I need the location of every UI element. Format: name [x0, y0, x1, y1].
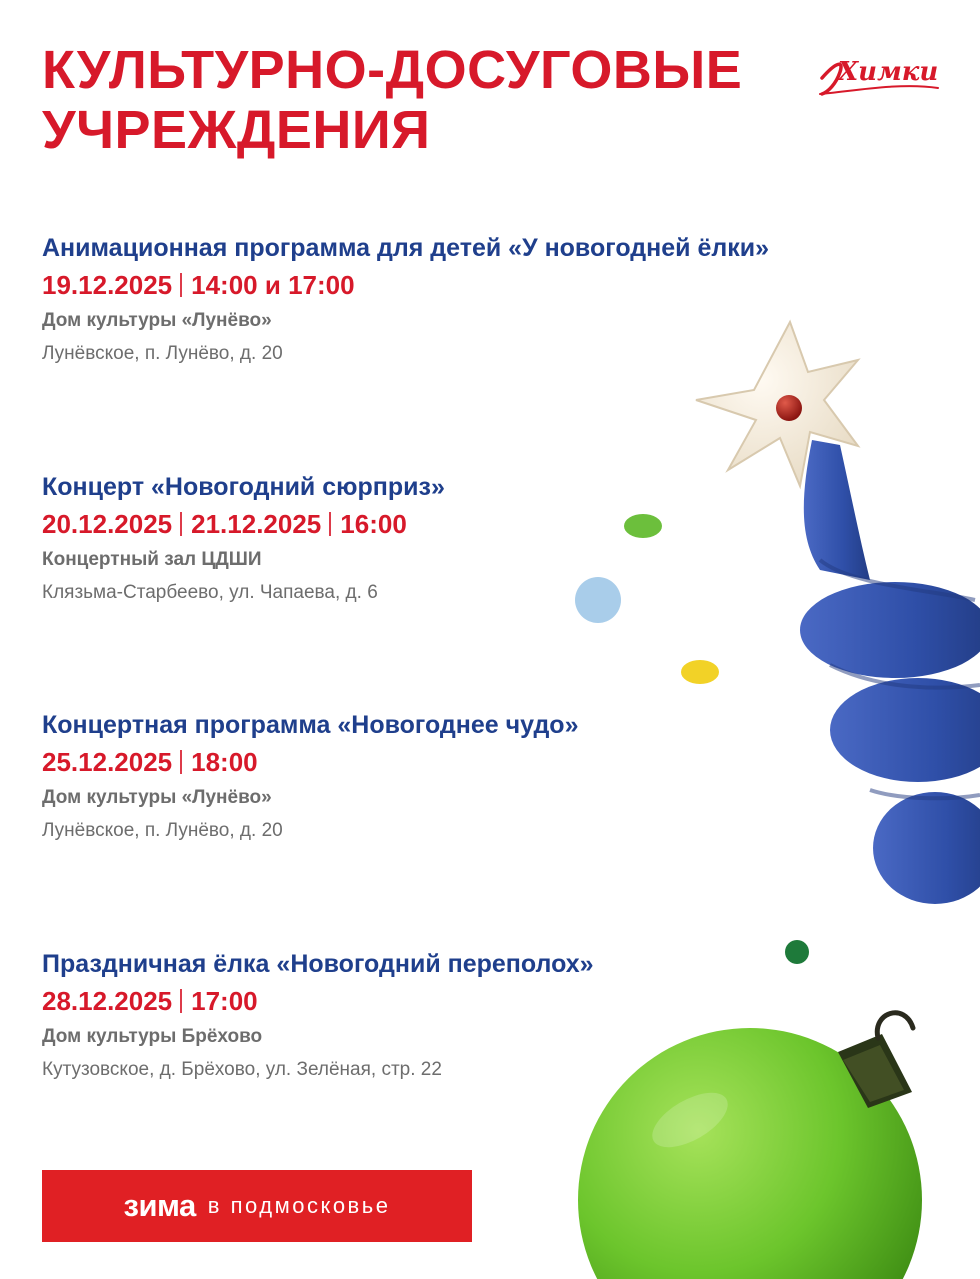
event-address: Лунёвское, п. Лунёво, д. 20: [42, 820, 283, 841]
page-title: [42, 40, 742, 160]
event-datetime: [42, 984, 594, 1018]
event-datetime: [42, 268, 769, 302]
knitted-tree-icon: [800, 440, 980, 904]
event-title: Праздничная ёлка «Новогодний переполох»: [42, 950, 594, 978]
divider: [180, 512, 182, 536]
event-time: 18:00: [191, 747, 258, 777]
event-3: [42, 709, 579, 844]
event-datetime: [42, 745, 579, 779]
title-line-1: КУЛЬТУРНО-ДОСУГОВЫЕ: [42, 40, 743, 100]
divider: [180, 989, 182, 1013]
event-datetime: [42, 507, 445, 541]
event-date: 28.12.2025: [42, 986, 173, 1016]
event-address: Лунёвское, п. Лунёво, д. 20: [42, 343, 283, 364]
event-date: 20.12.2025: [42, 509, 173, 539]
divider: [180, 750, 182, 774]
event-date: 25.12.2025: [42, 747, 173, 777]
event-venue: Дом культуры «Лунёво»: [42, 310, 272, 331]
winter-banner: [42, 1170, 472, 1242]
event-title: Концертная программа «Новогоднее чудо»: [42, 711, 579, 739]
event-time: 14:00 и 17:00: [191, 270, 355, 300]
title-line-2: УЧРЕЖДЕНИЯ: [42, 100, 431, 160]
banner-word-zima: зима: [123, 1188, 196, 1223]
event-title: Концерт «Новогодний сюрприз»: [42, 473, 445, 501]
confetti-dot-icon: [624, 514, 662, 538]
event-venue: Дом культуры Брёхово: [42, 1026, 263, 1047]
event-venue: Дом культуры «Лунёво»: [42, 787, 272, 808]
event-venue: Концертный зал ЦДШИ: [42, 549, 262, 570]
event-4: [42, 948, 594, 1083]
event-address: Кутузовское, д. Брёхово, ул. Зелёная, стр. 22: [42, 1059, 442, 1080]
event-title: Анимационная программа для детей «У новогодней ёлки»: [42, 234, 770, 262]
confetti-dot-icon: [681, 660, 719, 684]
divider: [329, 512, 331, 536]
logo-text: Химки: [838, 57, 939, 87]
khimki-logo: [818, 48, 942, 100]
event-1: [42, 232, 769, 367]
divider: [180, 273, 182, 297]
event-time: 16:00: [340, 509, 407, 539]
event-date-2: 21.12.2025: [191, 509, 322, 539]
confetti-dot-icon: [785, 940, 809, 964]
confetti-dot-icon: [575, 577, 621, 623]
banner-word-podmoskovye: в подмосковье: [207, 1193, 391, 1218]
event-time: 17:00: [191, 986, 258, 1016]
event-address: Клязьма-Старбеево, ул. Чапаева, д. 6: [42, 582, 378, 603]
event-2: [42, 471, 445, 606]
event-date: 19.12.2025: [42, 270, 173, 300]
christmas-ornament-icon: [578, 1013, 922, 1279]
